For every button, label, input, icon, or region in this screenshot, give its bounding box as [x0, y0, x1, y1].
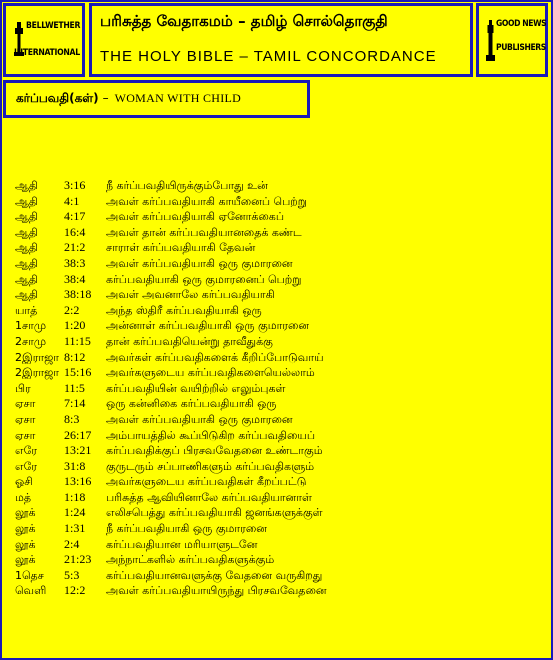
verse-text: அன்னாள் கர்ப்பவதியாகி ஒரு குமாரனை — [106, 319, 310, 333]
logo-left-line1: BELLWETHER — [26, 21, 81, 31]
concordance-row — [0, 459, 553, 475]
topic-separator: – — [102, 91, 109, 105]
verse-reference: 3:16 — [64, 178, 86, 192]
concordance-row — [0, 474, 553, 490]
verse-text: கர்ப்பவதிக்குப் பிரசவவேதனை உண்டாகும் — [106, 444, 323, 458]
concordance-list — [0, 178, 553, 599]
concordance-row — [0, 334, 553, 350]
verse-text: அவள் கர்ப்பவதியாகி காயீனைப் பெற்று — [106, 194, 307, 208]
verse-text: அந்நாட்களில் கர்ப்பவதிகளுக்கும் — [106, 553, 275, 567]
book-abbrev: லூக் — [15, 553, 36, 567]
book-abbrev: ஏசா — [15, 397, 36, 411]
book-abbrev: வெளி — [15, 584, 47, 598]
book-abbrev: ஏசா — [15, 412, 36, 426]
concordance-row — [0, 505, 553, 521]
book-abbrev: லூக் — [15, 537, 36, 551]
book-abbrev: எரே — [15, 444, 38, 458]
bellwether-logo — [3, 3, 85, 77]
verse-reference: 8:12 — [64, 349, 86, 364]
verse-text: அந்த ஸ்திரீ கர்ப்பவதியாகி ஒரு — [106, 303, 262, 317]
verse-reference: 21:2 — [64, 240, 86, 255]
book-abbrev: ஆதி — [15, 241, 38, 255]
verse-reference: 38:3 — [64, 255, 86, 270]
topic-tamil: கர்ப்பவதி(கள்) — [16, 91, 99, 105]
verse-text: குருடரும் சப்பாணிகளும் கர்ப்பவதிகளும் — [106, 459, 315, 473]
verse-reference: 26:17 — [64, 427, 92, 442]
verse-text: அவள் அவனாலே கர்ப்பவதியாகி — [106, 288, 275, 302]
verse-text: அவள் கர்ப்பவதியாகி ஏனோக்கைப் — [106, 210, 285, 224]
verse-text: கர்ப்பவதியானவளுக்கு வேதனை வருகிறது — [106, 568, 323, 582]
concordance-row — [0, 537, 553, 553]
verse-reference: 11:5 — [64, 380, 85, 395]
book-abbrev: லூக் — [15, 522, 36, 536]
verse-reference: 12:2 — [64, 583, 86, 598]
book-abbrev: எரே — [15, 459, 38, 473]
book-abbrev: ஆதி — [15, 225, 38, 239]
verse-reference: 1:31 — [64, 521, 86, 536]
verse-reference: 7:14 — [64, 396, 86, 411]
book-abbrev: 2சாமு — [15, 334, 47, 348]
verse-reference: 21:23 — [64, 552, 92, 567]
book-abbrev: ஆதி — [15, 288, 38, 302]
topic-english: WOMAN WITH CHILD — [114, 91, 242, 105]
title-english: THE HOLY BIBLE – TAMIL CONCORDANCE — [100, 48, 437, 65]
concordance-row — [0, 318, 553, 334]
book-abbrev: 2இராஜா — [15, 366, 60, 380]
concordance-row — [0, 272, 553, 288]
title-tamil: பரிசுத்த வேதாகமம் – தமிழ் சொல்தொகுதி — [100, 12, 388, 30]
verse-reference: 5:3 — [64, 567, 80, 582]
concordance-row — [0, 225, 553, 241]
concordance-row — [0, 256, 553, 272]
book-abbrev: ஆதி — [15, 179, 38, 192]
good-news-logo — [476, 3, 548, 77]
verse-reference: 1:20 — [64, 318, 86, 333]
concordance-row — [0, 303, 553, 319]
concordance-row — [0, 552, 553, 568]
verse-text: தான் கர்ப்பவதியென்று தாவீதுக்கு — [106, 334, 273, 348]
concordance-row — [0, 350, 553, 366]
topic-header — [3, 80, 310, 118]
concordance-row — [0, 490, 553, 506]
verse-reference: 16:4 — [64, 224, 86, 239]
concordance-row — [0, 178, 553, 194]
title-banner — [89, 3, 473, 77]
verse-text: அவள் கர்ப்பவதியாகி ஒரு குமாரனை — [106, 256, 293, 270]
book-abbrev: யாத் — [15, 303, 38, 317]
concordance-row — [0, 365, 553, 381]
verse-reference: 8:3 — [64, 411, 80, 426]
verse-text: பரிசுத்த ஆவியினாலே கர்ப்பவதியானாள் — [106, 490, 312, 504]
book-abbrev: ஆதி — [15, 210, 38, 224]
book-abbrev: ஆதி — [15, 272, 38, 286]
verse-reference: 13:16 — [64, 474, 92, 489]
concordance-row — [0, 568, 553, 584]
book-abbrev: ஆதி — [15, 256, 38, 270]
verse-reference: 4:17 — [64, 209, 86, 224]
verse-text: ஒரு கன்னிகை கர்ப்பவதியாகி ஒரு — [106, 397, 277, 411]
verse-reference: 38:4 — [64, 271, 86, 286]
verse-text: கர்ப்பவதியாகி ஒரு குமாரனைப் பெற்று — [106, 272, 302, 286]
verse-text: கர்ப்பவதியான மரியாளுடனே — [106, 537, 258, 551]
verse-reference: 1:24 — [64, 505, 86, 520]
concordance-row — [0, 209, 553, 225]
verse-text: சாராள் கர்ப்பவதியாகி தேவன் — [106, 241, 256, 255]
logo-right-line2: PUBLISHERS — [496, 43, 546, 53]
verse-reference: 31:8 — [64, 458, 86, 473]
concordance-row — [0, 396, 553, 412]
concordance-row — [0, 428, 553, 444]
verse-text: அவர்கள் கர்ப்பவதிகளைக் கீறிப்போடுவாய் — [106, 350, 324, 364]
logo-right-line1: GOOD NEWS — [496, 19, 547, 29]
concordance-row — [0, 194, 553, 210]
verse-reference: 13:21 — [64, 443, 92, 458]
concordance-row — [0, 443, 553, 459]
concordance-row — [0, 412, 553, 428]
verse-reference: 38:18 — [64, 287, 92, 302]
tower-icon — [486, 20, 495, 66]
verse-reference: 15:16 — [64, 365, 92, 380]
book-abbrev: 1தெச — [15, 568, 44, 582]
book-abbrev: லூக் — [15, 506, 36, 520]
verse-text: அம்பாயத்தில் கூப்பிடுகிற கர்ப்பவதியைப் — [106, 428, 316, 442]
book-abbrev: ஆதி — [15, 194, 38, 208]
concordance-row — [0, 583, 553, 599]
verse-text: அவர்களுடைய கர்ப்பவதிகளையெல்லாம் — [106, 366, 315, 380]
verse-reference: 1:18 — [64, 489, 86, 504]
concordance-row — [0, 521, 553, 537]
verse-reference: 11:15 — [64, 333, 91, 348]
verse-reference: 2:4 — [64, 536, 80, 551]
verse-reference: 2:2 — [64, 302, 80, 317]
verse-text: நீ கர்ப்பவதியாகி ஒரு குமாரனை — [106, 522, 267, 536]
verse-text: நீ கர்ப்பவதியிருக்கும்போது உன் — [106, 179, 268, 192]
verse-text: கர்ப்பவதியின் வயிற்றில் எலும்புகள் — [106, 381, 286, 395]
book-abbrev: ஏசா — [15, 428, 36, 442]
verse-text: அவள் கர்ப்பவதியாயிருந்து பிரசவவேதனை — [106, 584, 327, 598]
book-abbrev: பிர — [15, 381, 31, 395]
verse-text: அவள் கர்ப்பவதியாகி ஒரு குமாரனை — [106, 412, 293, 426]
verse-text: எலிசபெத்து கர்ப்பவதியாகி ஜனங்களுக்குள் — [106, 506, 323, 520]
verse-text: அவள் தான் கர்ப்பவதியானதைக் கண்ட — [106, 225, 302, 239]
book-abbrev: மத் — [15, 490, 32, 504]
concordance-row — [0, 381, 553, 397]
book-abbrev: 2இராஜா — [15, 350, 60, 364]
book-abbrev: 1சாமு — [15, 319, 47, 333]
logo-left-line2: INTERNATIONAL — [14, 48, 80, 58]
book-abbrev: ஓசி — [15, 475, 33, 489]
verse-text: அவர்களுடைய கர்ப்பவதிகள் கீறப்பட்டு — [106, 475, 307, 489]
concordance-row — [0, 240, 553, 256]
verse-reference: 4:1 — [64, 193, 80, 208]
concordance-row — [0, 287, 553, 303]
